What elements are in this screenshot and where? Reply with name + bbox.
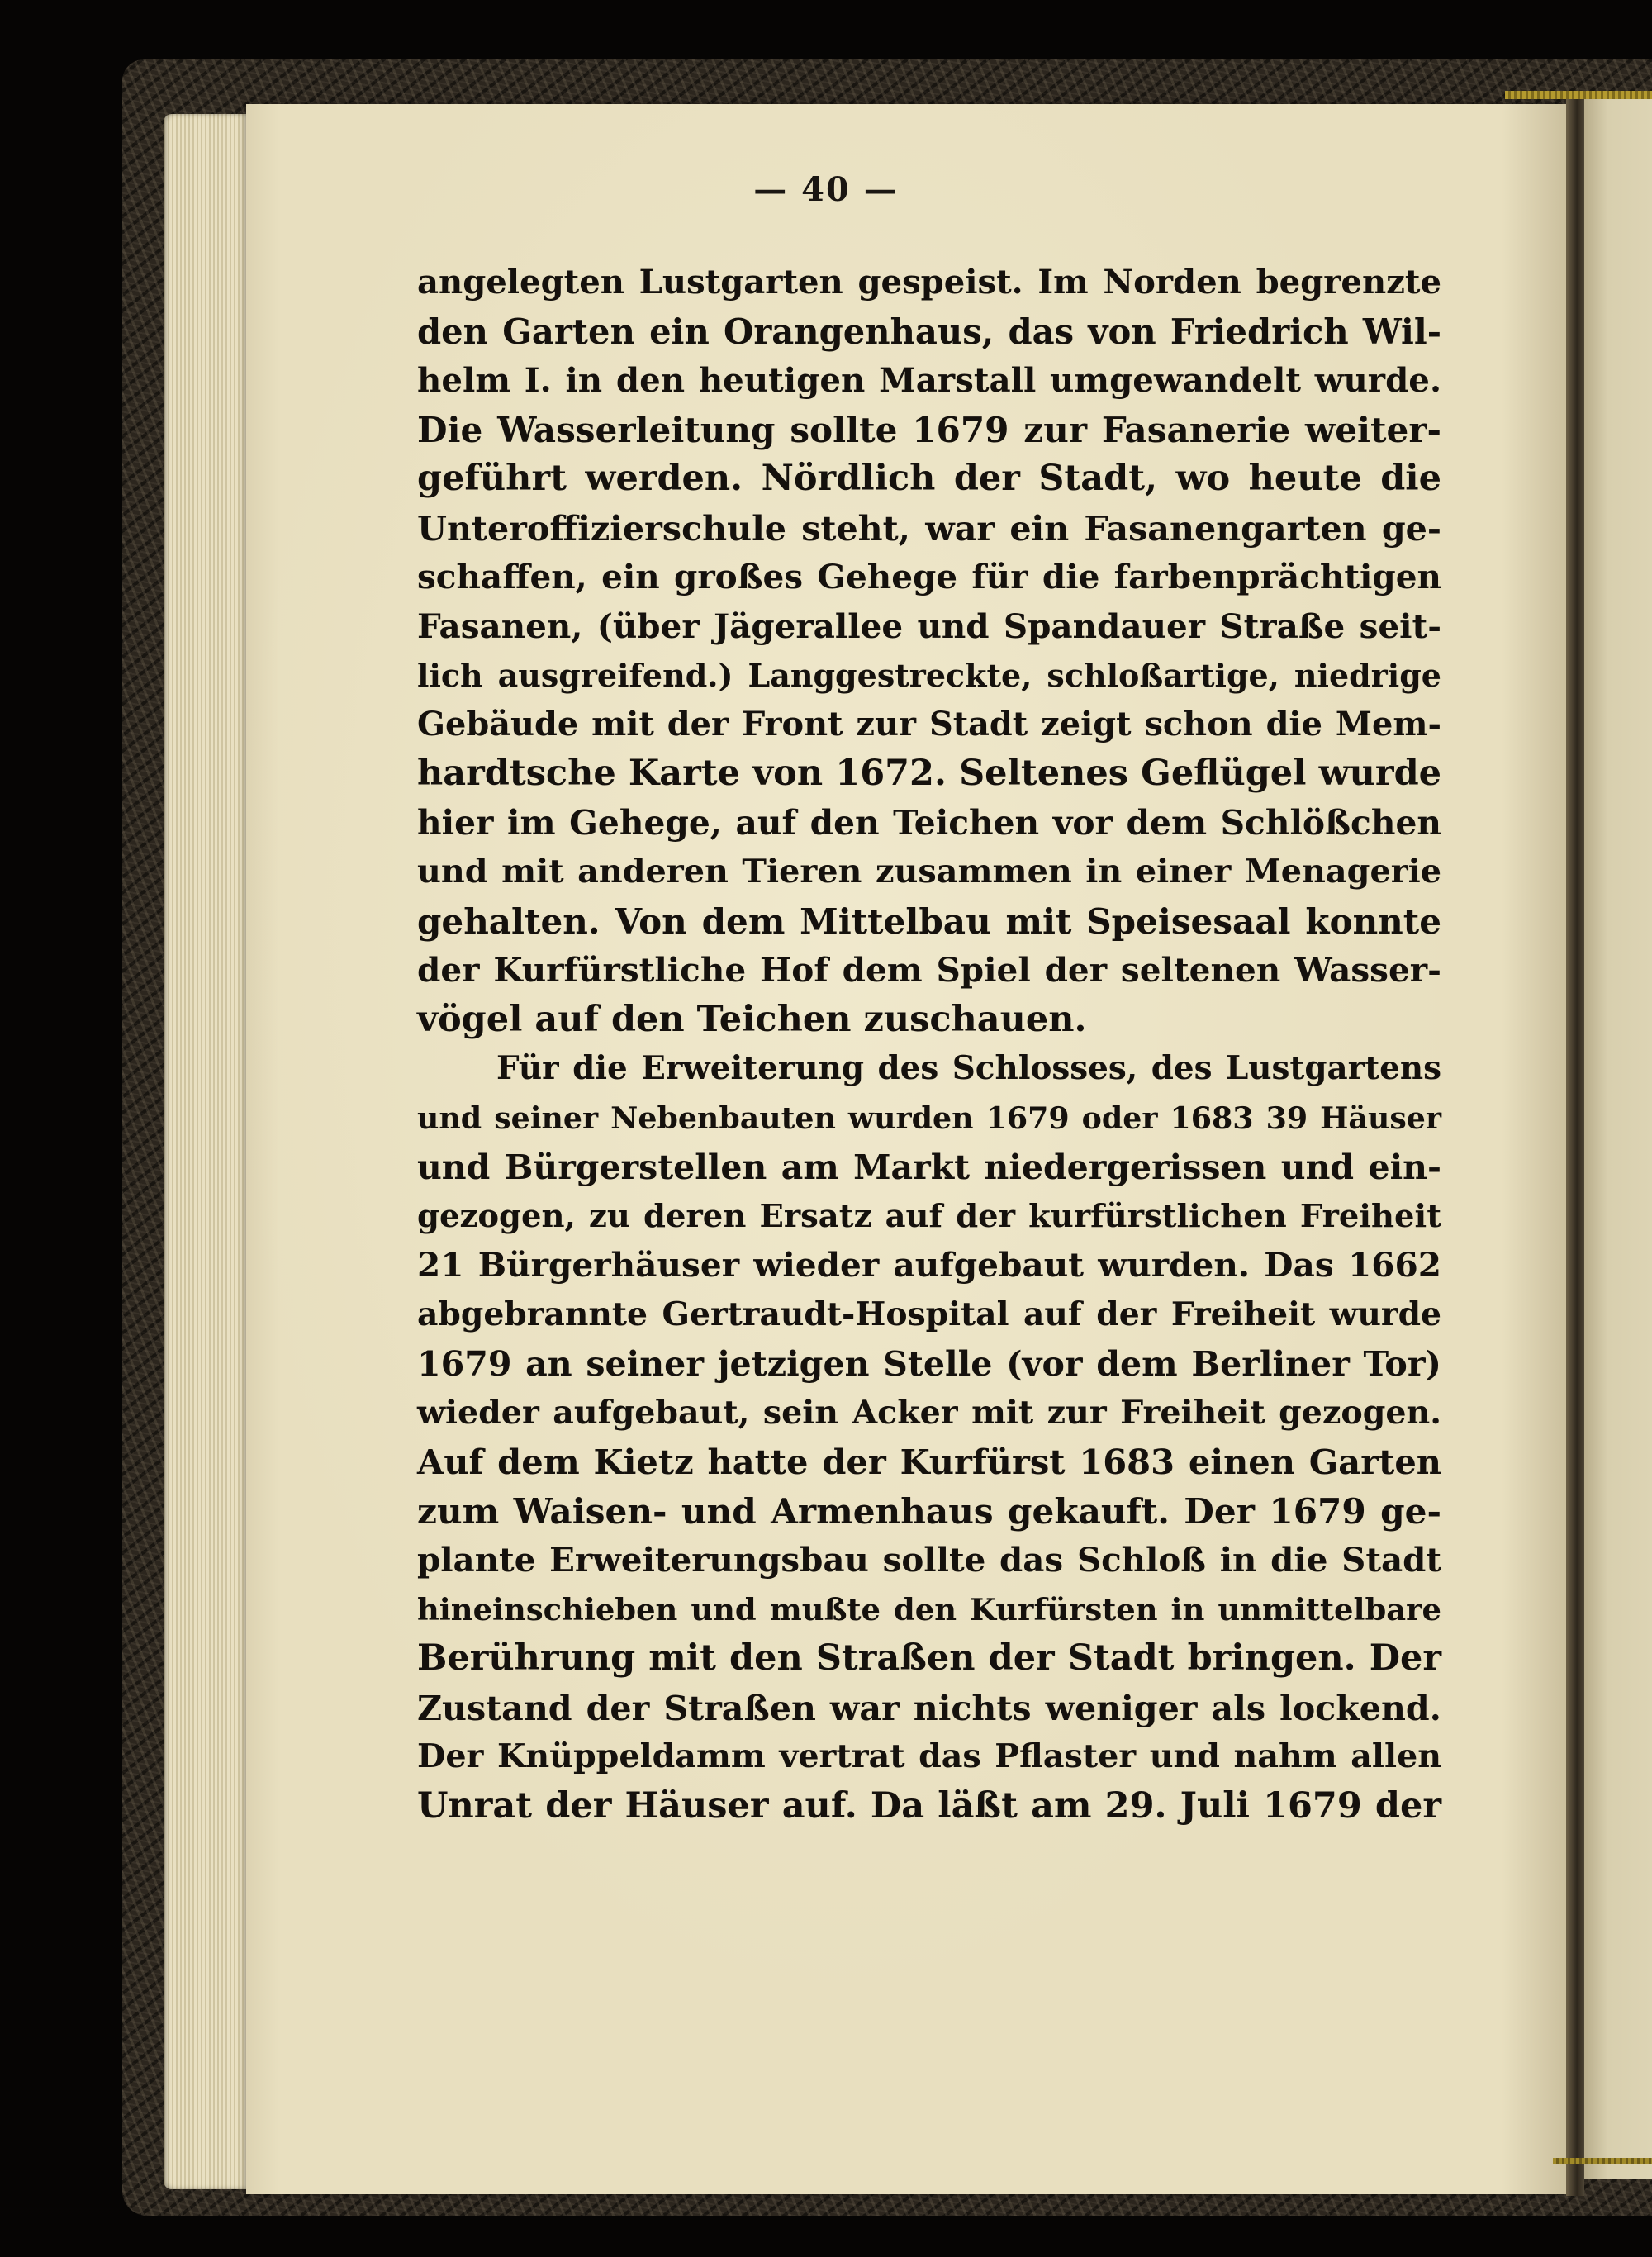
text-line: plante Erweiterungsbau sollte das Schloß in die Stadt — [417, 1540, 1441, 1580]
paragraph-end-line: vögel auf den Teichen zuschauen. — [417, 998, 1087, 1040]
text-line: hardtsche Karte von 1672. Seltenes Geflügel wurde — [417, 753, 1441, 794]
text-line: zum Waisen- und Armenhaus gekauft. Der 1679 ge- — [417, 1490, 1441, 1532]
text-line: Unrat der Häuser auf. Da läßt am 29. Juli 1679 der — [417, 1784, 1441, 1827]
text-line: und mit anderen Tieren zusammen in einer Menagerie — [417, 853, 1441, 891]
paragraph-start-line: Für die Erweiterung des Schlosses, des Lustgartens — [496, 1050, 1441, 1087]
text-line: hier im Gehege, auf den Teichen vor dem Schlößchen — [417, 802, 1441, 843]
text-line: gehalten. Von dem Mittelbau mit Speisesaal konnte — [417, 900, 1441, 942]
body-text — [417, 258, 1441, 1831]
text-line: 21 Bürgerhäuser wieder aufgebaut wurden. Das 1662 — [417, 1245, 1441, 1285]
page-number: — 40 — — [753, 170, 899, 209]
text-line: Gebäude mit der Front zur Stadt zeigt schon die Mem- — [417, 705, 1441, 744]
text-line: angelegten Lustgarten gespeist. Im Norden begrenzte — [417, 263, 1441, 302]
text-line: Fasanen, (über Jägerallee und Spandauer Straße seit- — [417, 606, 1441, 646]
text-line: den Garten ein Orangenhaus, das von Friedrich Wil- — [417, 311, 1441, 352]
facing-page-edge — [1584, 97, 1652, 2179]
text-line: und seiner Nebenbauten wurden 1679 oder 1683 39 Häuser — [417, 1100, 1441, 1136]
text-line: der Kurfürstliche Hof dem Spiel der seltenen Wasser- — [417, 950, 1441, 990]
text-line: gezogen, zu deren Ersatz auf der kurfürstlichen Freiheit — [417, 1197, 1441, 1235]
text-line: wieder aufgebaut, sein Acker mit zur Freiheit gezogen. — [417, 1393, 1441, 1432]
text-line: Die Wasserleitung sollte 1679 zur Fasanerie weiter- — [417, 408, 1441, 450]
text-line: Auf dem Kietz hatte der Kurfürst 1683 einen Garten — [417, 1442, 1441, 1482]
bookmark-ribbon — [1505, 91, 1652, 99]
text-line: 1679 an seiner jetzigen Stelle (vor dem Berliner Tor) — [417, 1343, 1441, 1384]
text-line: Der Knüppeldamm vertrat das Pflaster und nahm allen — [417, 1737, 1441, 1775]
text-line: hineinschieben und mußte den Kurfürsten in unmittelbare — [417, 1590, 1441, 1627]
text-line: Unteroffizierschule steht, war ein Fasanengarten ge- — [417, 507, 1441, 549]
text-line: Berührung mit den Straßen der Stadt bringen. Der — [417, 1637, 1441, 1679]
bookmark-ribbon-end — [1553, 2158, 1652, 2164]
text-line: geführt werden. Nördlich der Stadt, wo heute die — [417, 458, 1441, 499]
text-line: und Bürgerstellen am Markt niedergerissen und ein- — [417, 1147, 1441, 1187]
text-line: schaffen, ein großes Gehege für die farbenprächtigen — [417, 557, 1441, 596]
page-block-edge — [164, 114, 251, 2189]
text-line: lich ausgreifend.) Langgestreckte, schloßartige, niedrige — [417, 657, 1441, 694]
text-line: Zustand der Straßen war nichts weniger als lockend. — [417, 1687, 1441, 1728]
text-line: helm I. in den heutigen Marstall umgewandelt wurde. — [417, 360, 1441, 400]
text-line: abgebrannte Gertraudt-Hospital auf der Freiheit wurde — [417, 1295, 1441, 1333]
book-gutter — [1566, 97, 1584, 2196]
